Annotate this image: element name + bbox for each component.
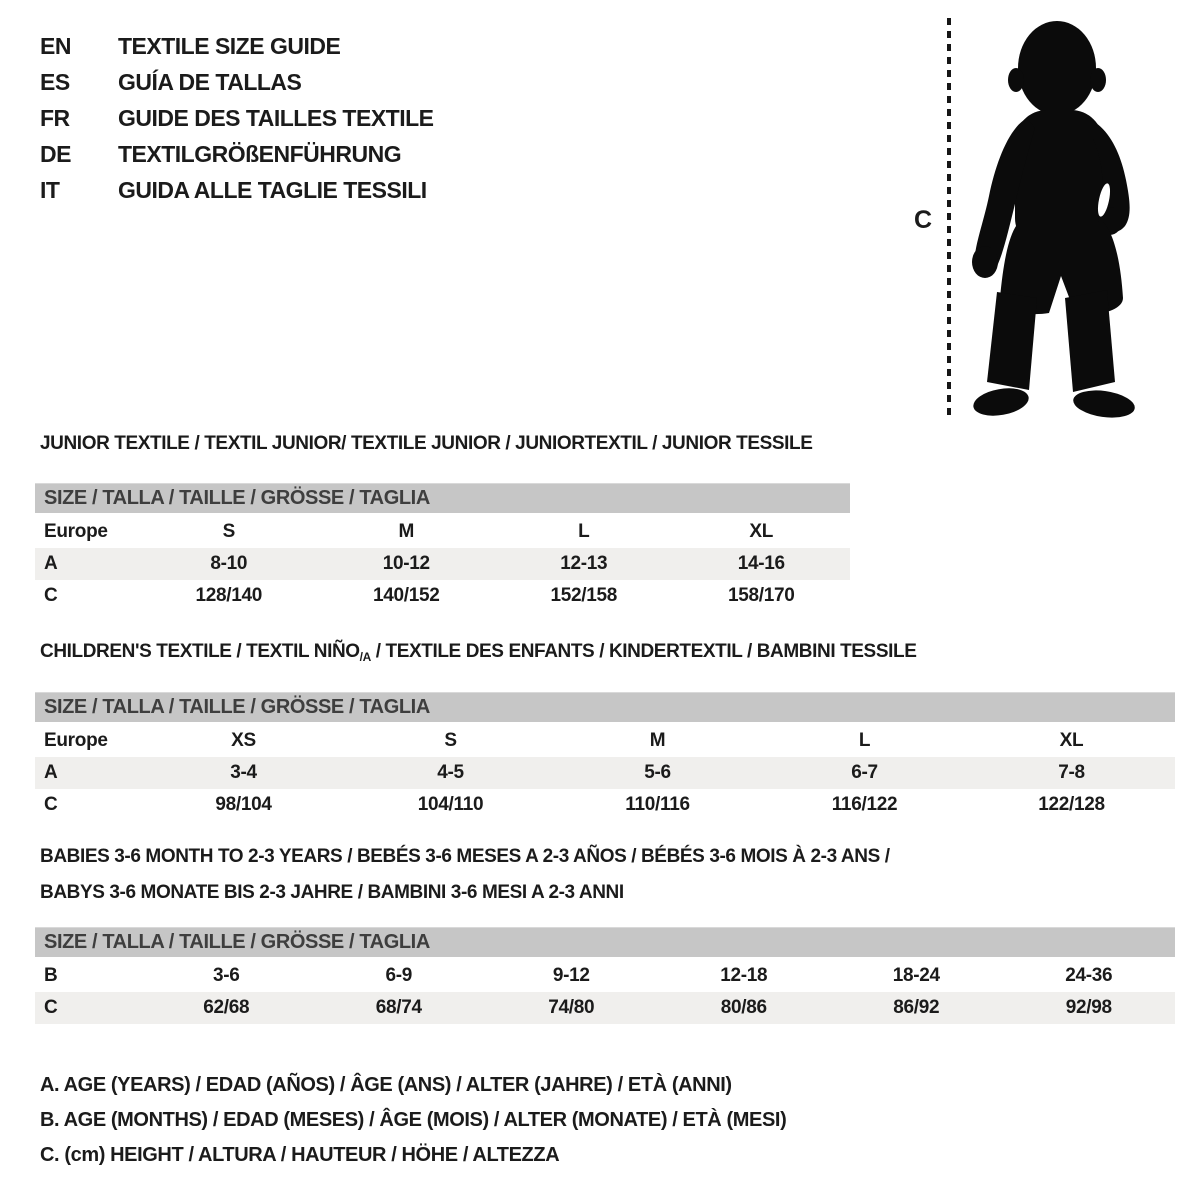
cell-value: 128/140 [195, 585, 263, 606]
cell-value: 24-36 [1065, 965, 1113, 986]
row-label: C [44, 997, 58, 1018]
language-row-de [40, 136, 434, 172]
table-row-height [35, 580, 850, 612]
cell-value: 10-12 [382, 553, 430, 574]
height-measure-dashed-line [947, 18, 951, 416]
table-row-height [35, 789, 1175, 821]
cell-value: 3-4 [230, 762, 257, 783]
cell-value: 80/86 [720, 997, 767, 1018]
cell-value: 152/158 [550, 585, 618, 606]
legend-line-b: B. AGE (MONTHS) / EDAD (MESES) / ÂGE (MOIS) / ALTER (MONATE) / ETÀ (MESI) [40, 1109, 787, 1131]
language-code: EN [40, 32, 71, 59]
size-table-header: SIZE / TALLA / TAILLE / GRÖSSE / TAGLIA [35, 483, 850, 513]
cell-value: 140/152 [372, 585, 440, 606]
section-title-text: / TEXTILE DES ENFANTS / KINDERTEXTIL / BAMBINI TESSILE [370, 641, 917, 662]
cell-value: XL [749, 521, 774, 542]
cell-value: 62/68 [203, 997, 250, 1018]
language-row-it [40, 172, 434, 208]
language-code: DE [40, 140, 71, 167]
guide-title-it: GUIDA ALLE TAGLIE TESSILI [118, 176, 427, 203]
language-code: ES [40, 68, 70, 95]
legend-line-a: A. AGE (YEARS) / EDAD (AÑOS) / ÂGE (ANS) / ALTER (JAHRE) / ETÀ (ANNI) [40, 1074, 732, 1096]
guide-title-fr: GUIDE DES TAILLES TEXTILE [118, 104, 434, 131]
table-row-europe [35, 725, 1175, 757]
row-label: A [44, 762, 58, 783]
cell-value: 18-24 [892, 965, 940, 986]
cell-value: 110/116 [625, 794, 690, 815]
row-label: C [44, 585, 58, 606]
table-row-age [35, 757, 1175, 789]
junior-size-table [35, 483, 850, 612]
row-label: C [44, 794, 58, 815]
height-measure-label: C [914, 206, 933, 234]
language-code: FR [40, 104, 70, 131]
section-title-babies-line1: BABIES 3-6 MONTH TO 2-3 YEARS / BEBÉS 3-6 MESES A 2-3 AÑOS / BÉBÉS 3-6 MOIS À 2-3 ANS / [40, 846, 890, 867]
cell-value: 122/128 [1038, 794, 1105, 815]
cell-value: XS [231, 730, 256, 751]
cell-value: S [222, 521, 235, 542]
row-label: B [44, 965, 58, 986]
guide-title-de: TEXTILGRÖßENFÜHRUNG [118, 140, 402, 167]
children-size-table [35, 692, 1175, 821]
language-header [40, 28, 434, 208]
toddler-silhouette-image [963, 14, 1139, 418]
cell-value: M [398, 521, 415, 542]
row-label: Europe [44, 730, 108, 751]
cell-value: 116/122 [831, 794, 898, 815]
table-row-height [35, 992, 1175, 1024]
cell-value: 92/98 [1065, 997, 1112, 1018]
guide-title-en: TEXTILE SIZE GUIDE [118, 32, 341, 59]
cell-value: 7-8 [1058, 762, 1085, 783]
cell-value: 8-10 [210, 553, 248, 574]
table-row-europe [35, 516, 850, 548]
cell-value: 104/110 [417, 794, 484, 815]
cell-value: 74/80 [548, 997, 595, 1018]
babies-size-table [35, 927, 1175, 1024]
language-row-fr [40, 100, 434, 136]
language-row-es [40, 64, 434, 100]
cell-value: 4-5 [437, 762, 464, 783]
cell-value: 86/92 [893, 997, 940, 1018]
section-title-babies-line2: BABYS 3-6 MONATE BIS 2-3 JAHRE / BAMBINI 3-6 MESI A 2-3 ANNI [40, 882, 624, 903]
cell-value: 98/104 [215, 794, 272, 815]
size-table-header: SIZE / TALLA / TAILLE / GRÖSSE / TAGLIA [35, 927, 1175, 957]
language-row-en [40, 28, 434, 64]
measure-legend [40, 1068, 786, 1173]
cell-value: 3-6 [212, 965, 240, 986]
cell-value: 6-7 [851, 762, 878, 783]
row-label: Europe [44, 521, 108, 542]
legend-line-c: C. (cm) HEIGHT / ALTURA / HAUTEUR / HÖHE / ALTEZZA [40, 1144, 560, 1166]
section-title-subscript: /A [359, 650, 371, 664]
cell-value: L [578, 521, 590, 542]
cell-value: 14-16 [737, 553, 785, 574]
cell-value: XL [1059, 730, 1084, 751]
cell-value: 6-9 [385, 965, 413, 986]
cell-value: 158/170 [727, 585, 795, 606]
cell-value: S [444, 730, 457, 751]
section-title-children [40, 641, 916, 663]
cell-value: 5-6 [644, 762, 671, 783]
cell-value: 68/74 [375, 997, 422, 1018]
guide-title-es: GUÍA DE TALLAS [118, 68, 302, 95]
size-table-header: SIZE / TALLA / TAILLE / GRÖSSE / TAGLIA [35, 692, 1175, 722]
language-code: IT [40, 176, 60, 203]
cell-value: L [858, 730, 871, 751]
table-row-months [35, 960, 1175, 992]
section-title-text: CHILDREN'S TEXTILE / TEXTIL NIÑO [40, 641, 360, 662]
table-row-age [35, 548, 850, 580]
cell-value: M [649, 730, 666, 751]
cell-value: 12-13 [560, 553, 608, 574]
section-title-junior: JUNIOR TEXTILE / TEXTIL JUNIOR/ TEXTILE JUNIOR / JUNIORTEXTIL / JUNIOR TESSILE [40, 433, 813, 454]
cell-value: 12-18 [720, 965, 768, 986]
row-label: A [44, 553, 58, 574]
cell-value: 9-12 [552, 965, 590, 986]
